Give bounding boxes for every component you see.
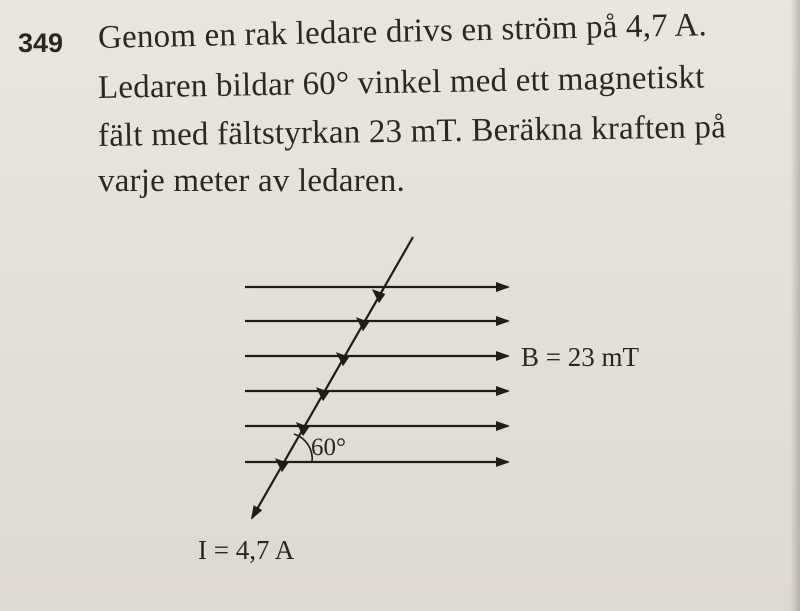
current-arrow-2: [354, 317, 370, 332]
angle-label: 60°: [311, 434, 346, 461]
problem-text-line-4: varje meter av ledaren.: [98, 163, 405, 199]
current-arrow-6: [273, 458, 289, 473]
current-arrow-3: [334, 352, 350, 367]
problem-text-line-2: Ledaren bildar 60° vinkel med ett magnetiskt: [97, 59, 705, 106]
problem-text-line-1: Genom en rak ledare drivs en ström på 4,7 A.: [97, 7, 708, 56]
field-label: B = 23 mT: [521, 342, 639, 372]
current-arrow-1: [370, 289, 386, 304]
current-arrow-4: [314, 387, 330, 402]
conductor-line: [252, 237, 413, 518]
problem-number: 349: [18, 28, 64, 58]
page-edge-shadow: [790, 0, 800, 611]
current-label: I = 4,7 A: [198, 535, 295, 565]
problem-text-line-3: fält med fältstyrkan 23 mT. Beräkna kraften på: [97, 109, 727, 154]
